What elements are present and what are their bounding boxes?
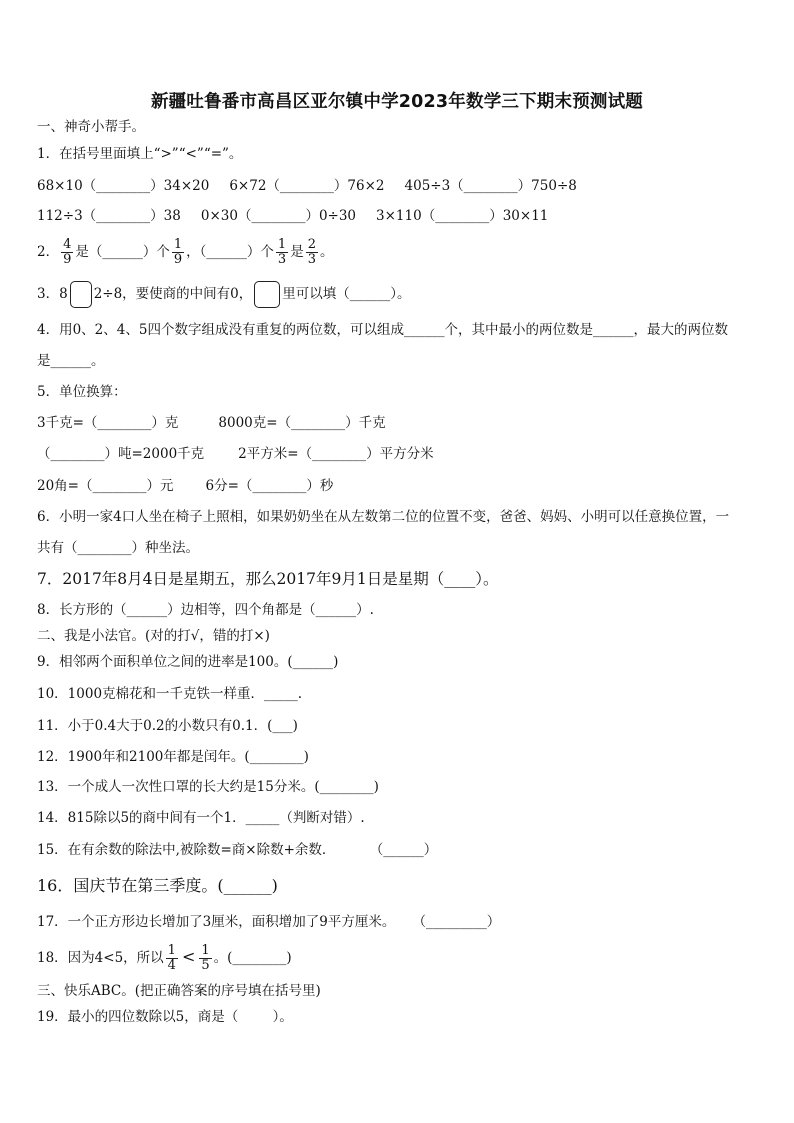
question-4-line-1: 4．用0、2、4、5四个数字组成没有重复的两位数，可以组成______个，其中最小的两位数是______，最大的两位数 xyxy=(37,322,728,338)
compare-item: 112÷3（________）38 xyxy=(37,208,181,224)
question-17: 17．一个正方形边长增加了3厘米，面积增加了9平方厘米。 （_________） xyxy=(37,914,501,930)
fraction: $\frac{1}{5}$ xyxy=(201,943,210,973)
question-1-row-1 xyxy=(37,180,577,194)
question-10: 10．1000克棉花和一千克铁一样重．_____. xyxy=(37,686,303,702)
question-13: 13．一个成人一次性口罩的长大约是15分米。(________) xyxy=(37,779,379,795)
compare-item: 3×110（________）30×11 xyxy=(376,208,549,224)
question-6-line-2: 共有（________）种坐法。 xyxy=(37,540,199,556)
question-5-row-3: 20角=（________）元 6分=（________）秒 xyxy=(37,478,334,494)
fraction: $\frac{4}{9}$ xyxy=(63,237,72,267)
compare-item: 405÷3（________）750÷8 xyxy=(404,178,577,194)
question-1-row-2 xyxy=(37,210,548,224)
question-11: 11．小于0.4大于0.2的小数只有0.1．(___) xyxy=(37,718,298,734)
page-title: 新疆吐鲁番市高昌区亚尔镇中学2023年数学三下期末预测试题 xyxy=(150,92,643,112)
compare-item: 68×10（________）34×20 xyxy=(37,178,210,194)
section-heading-2: 二、我是小法官。(对的打√，错的打×) xyxy=(37,628,270,644)
question-4-line-2: 是______。 xyxy=(37,353,105,369)
question-5-row-1: 3千克=（________）克 8000克=（________）千克 xyxy=(37,415,386,431)
fraction: $\frac{1}{9}$ xyxy=(173,237,183,267)
compare-item: 0×30（________）0÷30 xyxy=(200,208,357,224)
compare-item: 6×72（________）76×2 xyxy=(229,178,385,194)
fraction: $\frac{2}{3}$ xyxy=(307,237,316,267)
question-16: 16．国庆节在第三季度。(______) xyxy=(37,876,278,895)
question-5-row-2: （________）吨=2000千克 2平方米=（________）平方分米 xyxy=(37,446,434,462)
question-1-stem: 1．在括号里面填上“>”“<”“=”。 xyxy=(37,146,243,162)
question-19: 19．最小的四位数除以5，商是（ ）。 xyxy=(37,1009,293,1025)
question-9: 9．相邻两个面积单位之间的进率是100。(______) xyxy=(37,654,339,670)
question-18: 18．因为4<5，所以 $\frac{1}{4}$ < $\frac{1}{5}$ 。(________) xyxy=(37,943,292,973)
question-6-line-1: 6．小明一家4口人坐在椅子上照相，如果奶奶坐在从左数第二位的位置不变，爸爸、妈妈、小明可以任意换位置，一 xyxy=(37,509,730,525)
question-3: 3．8 2÷8，要使商的中间有0， 里可以填（______）。 xyxy=(37,280,411,308)
question-12: 12．1900年和2100年都是闰年。(________) xyxy=(37,749,309,765)
fraction: $\frac{1}{4}$ xyxy=(167,943,176,973)
question-14: 14．815除以5的商中间有一个1．_____（判断对错）. xyxy=(37,810,365,826)
fraction: $\frac{1}{3}$ xyxy=(277,237,287,267)
section-heading-3: 三、快乐ABC。(把正确答案的序号填在括号里) xyxy=(37,983,321,999)
question-15: 15．在有余数的除法中,被除数=商×除数+余数． （______） xyxy=(37,842,438,858)
blank-box[interactable] xyxy=(70,281,92,308)
question-8: 8．长方形的（______）边相等，四个角都是（______）. xyxy=(37,602,374,618)
blank-box[interactable] xyxy=(254,281,280,308)
question-2: 2． $\frac{4}{9}$ 是（______）个 $\frac{1}{9}$ ，（______）个 $\frac{1}{3}$ 是 $\frac{2}{3}$ 。 xyxy=(37,237,334,267)
question-5-stem: 5．单位换算： xyxy=(37,384,127,400)
question-7: 7．2017年8月4日是星期五，那么2017年9月1日是星期（____）。 xyxy=(37,570,499,588)
section-heading-1: 一、神奇小帮手。 xyxy=(37,119,145,135)
